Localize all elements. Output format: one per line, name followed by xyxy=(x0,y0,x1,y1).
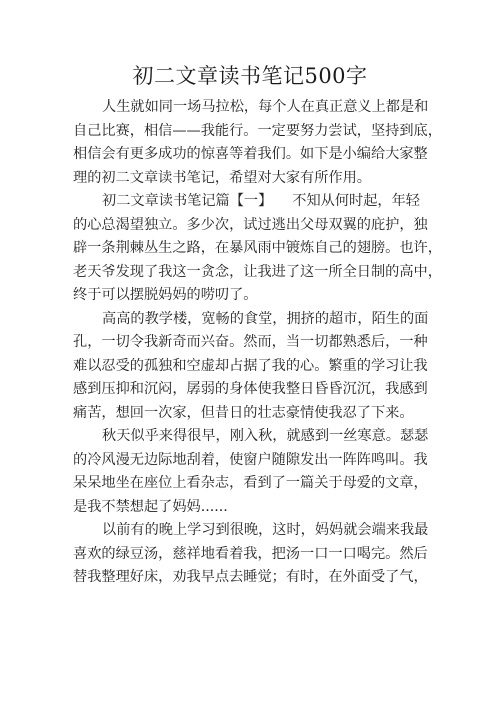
text-line: 是我不禁想起了妈妈...... xyxy=(73,498,228,515)
text-line: 高高的教学楼，宽畅的食堂，拥挤的超市，陌生的面 xyxy=(102,310,429,327)
paragraph-autumn xyxy=(73,425,433,519)
text-line: 的冷风漫无边际地刮着，使窗户随隙发出一阵阵鸣叫。我 xyxy=(73,451,428,468)
paragraph-memory xyxy=(73,519,433,590)
text-line: 自己比赛，相信——我能行。一定要努力尝试，坚持到底， xyxy=(73,122,442,139)
text-line: 呆呆地坐在座位上看杂志，看到了一篇关于母爱的文章， xyxy=(73,475,428,491)
text-line: 以前有的晚上学习到很晚，这时，妈妈就会端来我最 xyxy=(102,522,429,538)
text-line xyxy=(73,190,433,214)
text-line: 的心总渴望独立。多少次，试过逃出父母双翼的庇护，独 xyxy=(73,216,428,233)
text-line: 喜欢的绿豆汤，慈祥地看着我，把汤一口一口喝完。然后 xyxy=(73,545,428,562)
section-heading: 初二文章读书笔记篇【一】 xyxy=(102,193,273,209)
paragraph-section-one xyxy=(73,190,442,308)
text-line: 秋天似乎来得很早，刚入秋，就感到一丝寒意。瑟瑟 xyxy=(102,428,429,444)
text-line: 终于可以摆脱妈妈的唠叨了。 xyxy=(73,287,258,303)
text-line: 替我整理好床，劝我早点去睡觉；有时，在外面受了气， xyxy=(73,569,428,585)
text-line: 人生就如同一场马拉松，每个人在真正意义上都是和 xyxy=(102,99,429,115)
text-line: 老天爷发现了我这一贪念，让我进了这一所全日制的高中， xyxy=(73,263,442,280)
text-line: 痛苦，想回一次家，但昔日的壮志豪情使我忍了下来。 xyxy=(73,404,414,421)
text-line: 难以忍受的孤独和空虚却占据了我的心。繁重的学习让我 xyxy=(73,357,428,374)
text-line-fragment: 不知从何时起，年轻 xyxy=(292,193,420,209)
text-line: 相信会有更多成功的惊喜等着我们。如下是小编给大家整 xyxy=(73,146,428,162)
text-line: 孔，一切令我新奇而兴奋。然而，当一切都熟悉后，一种 xyxy=(73,334,428,350)
text-line: 感到压抑和沉闷，孱弱的身体使我整日昏昏沉沉，我感到 xyxy=(73,381,428,397)
paragraph-school xyxy=(73,308,433,426)
document-body xyxy=(73,96,442,590)
document-title: 初二文章读书笔记500字 xyxy=(132,64,368,88)
text-line: 理的初二文章读书笔记，希望对大家有所作用。 xyxy=(73,169,371,186)
paragraph-intro xyxy=(73,96,442,190)
text-line: 辟一条荆棘丛生之路，在暴风雨中镀炼自己的翅膀。也许， xyxy=(73,240,442,256)
